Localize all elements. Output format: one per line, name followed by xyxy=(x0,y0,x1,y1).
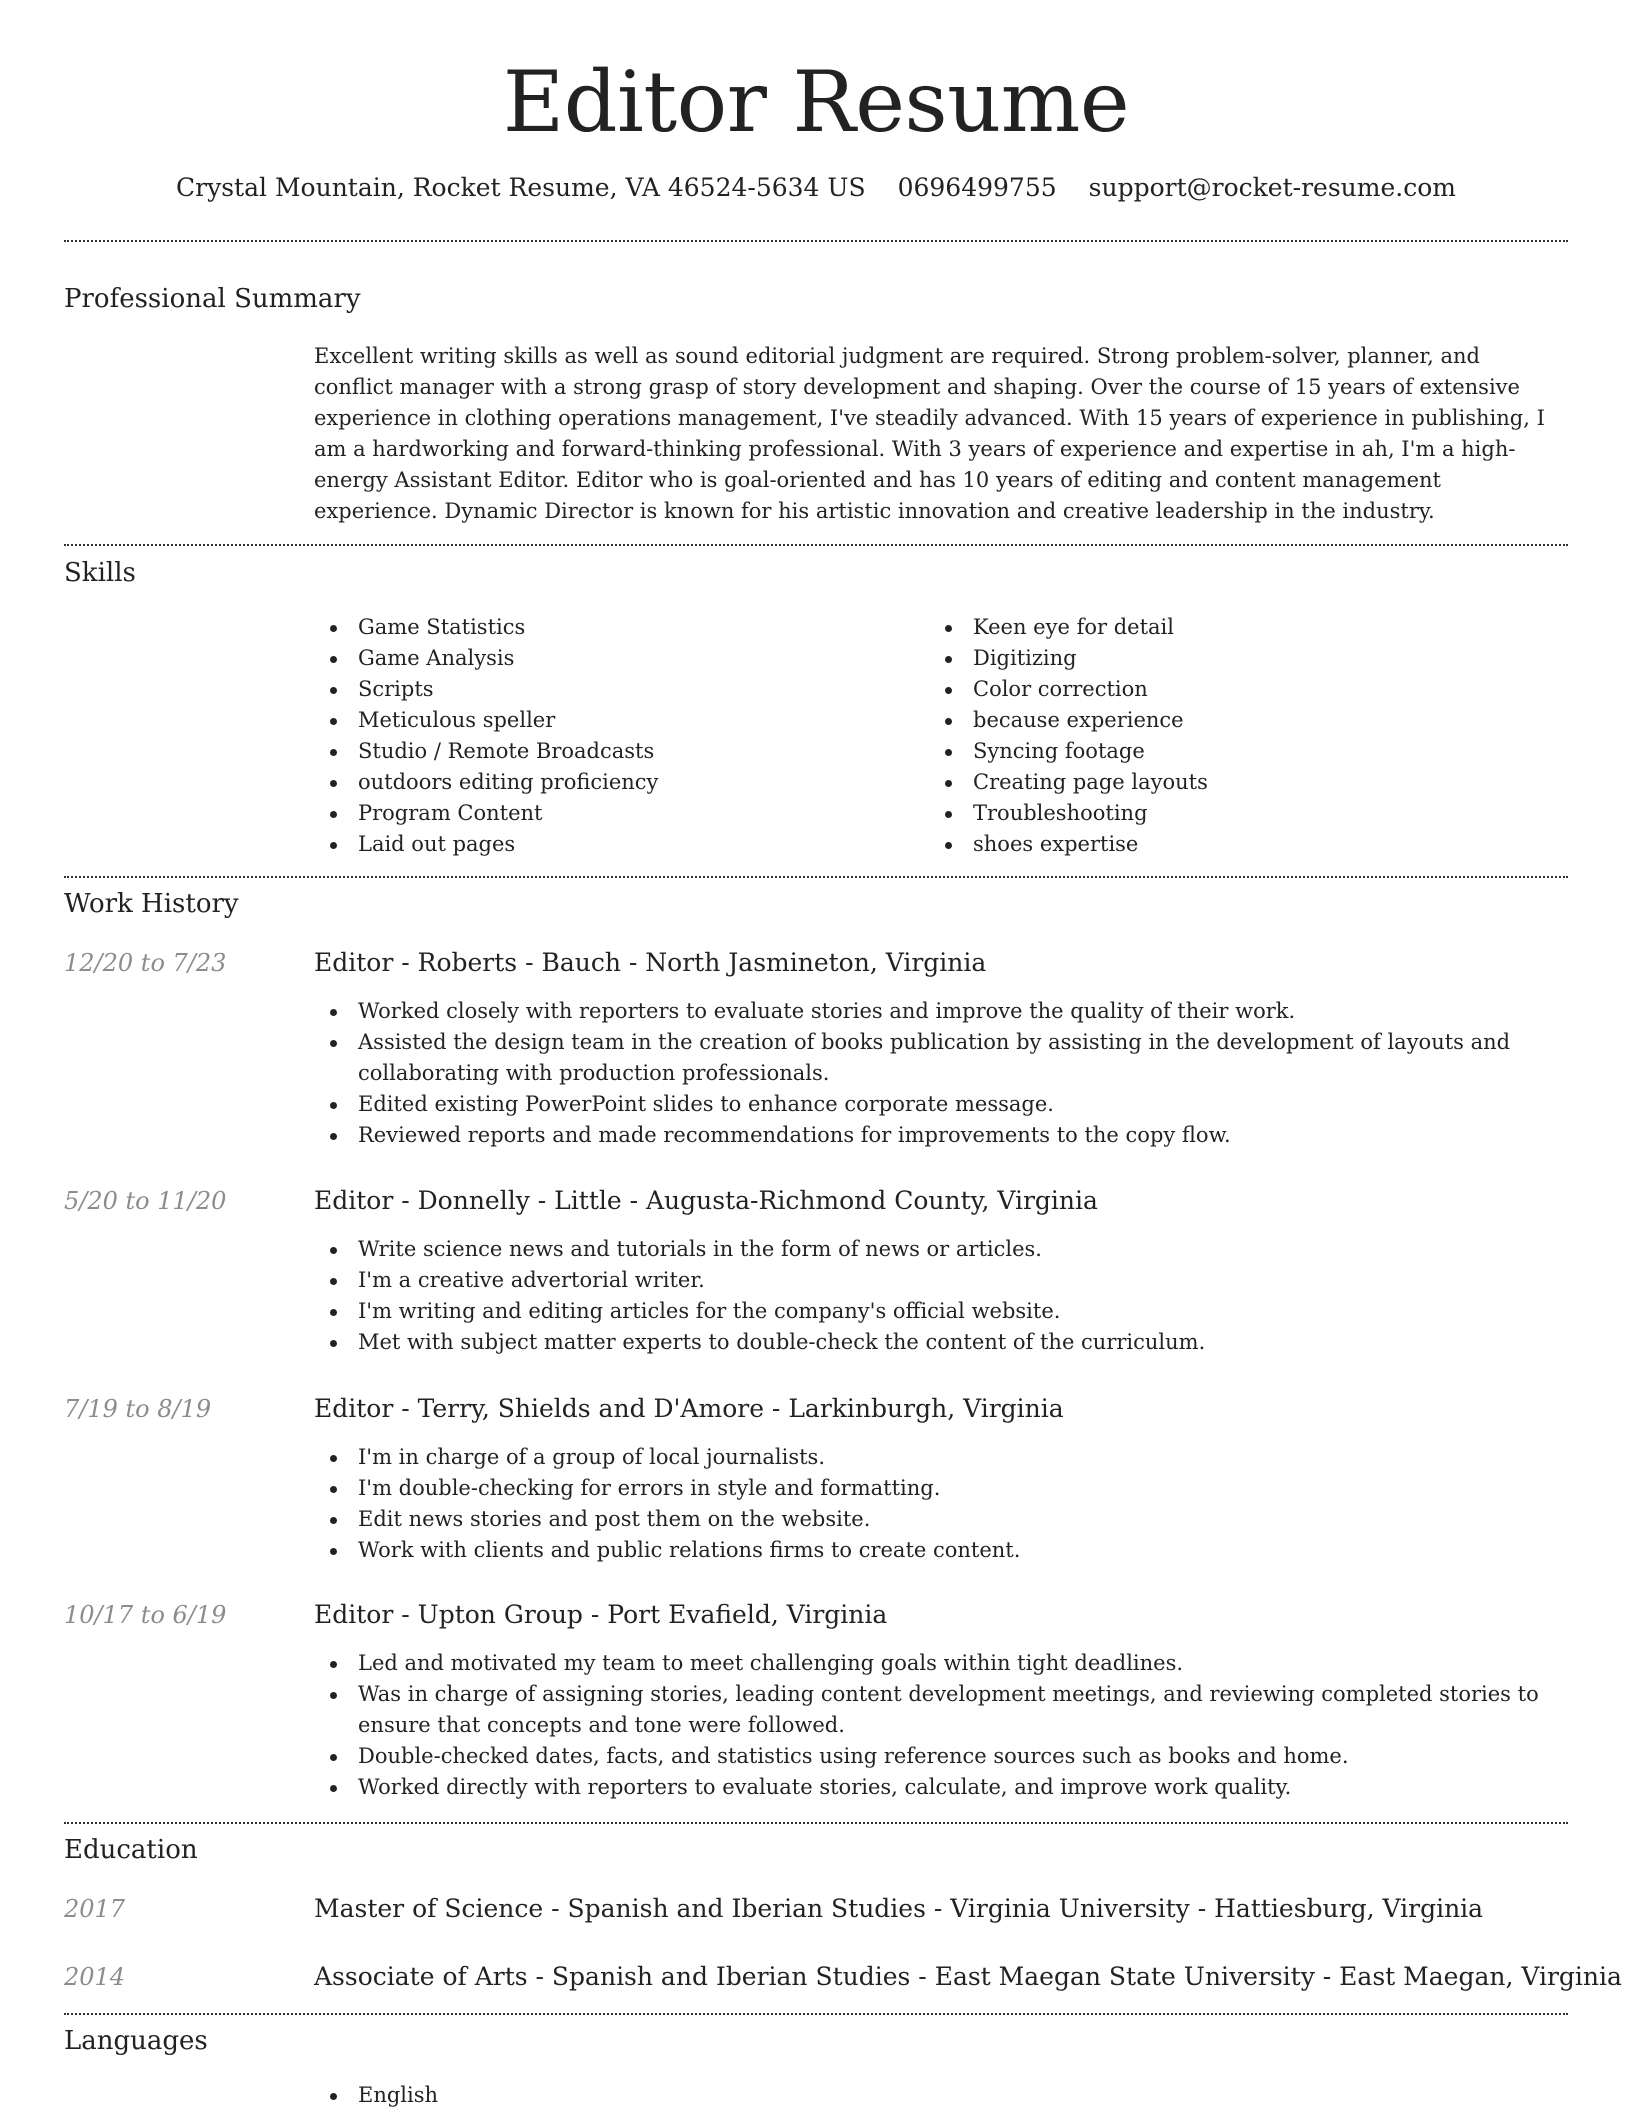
job-bullet: I'm in charge of a group of local journalists. xyxy=(314,1442,1568,1473)
job-bullets xyxy=(314,1234,1568,1358)
education-year: 2014 xyxy=(64,1963,126,1991)
skill-item: Meticulous speller xyxy=(314,705,914,736)
skill-item: Digitizing xyxy=(929,643,1529,674)
section-title-work: Work History xyxy=(64,889,239,919)
section-title-skills: Skills xyxy=(64,558,136,588)
skill-item: Game Statistics xyxy=(314,612,914,643)
education-title: Master of Science - Spanish and Iberian Studies - Virginia University - Hattiesburg, Virginia xyxy=(314,1894,1484,1923)
skill-item: Syncing footage xyxy=(929,736,1529,767)
skill-item: Program Content xyxy=(314,798,914,829)
job-bullet: Write science news and tutorials in the form of news or articles. xyxy=(314,1234,1568,1265)
job-bullets xyxy=(314,1442,1568,1566)
skill-item: Color correction xyxy=(929,674,1529,705)
skill-item: Game Analysis xyxy=(314,643,914,674)
job-bullet: Worked directly with reporters to evaluate stories, calculate, and improve work quality. xyxy=(314,1772,1568,1803)
job-dates: 5/20 to 11/20 xyxy=(64,1187,227,1215)
address: Crystal Mountain, Rocket Resume, VA 46524-5634 US xyxy=(176,173,866,202)
job-bullet: I'm a creative advertorial writer. xyxy=(314,1265,1568,1296)
divider xyxy=(64,2013,1568,2015)
job-bullet: Edited existing PowerPoint slides to enhance corporate message. xyxy=(314,1089,1568,1120)
skill-item: outdoors editing proficiency xyxy=(314,767,914,798)
job-title: Editor - Upton Group - Port Evafield, Virginia xyxy=(314,1600,888,1629)
divider xyxy=(64,1822,1568,1824)
job-dates: 10/17 to 6/19 xyxy=(64,1601,227,1629)
email: support@rocket-resume.com xyxy=(1088,173,1456,202)
job-title: Editor - Roberts - Bauch - North Jasmineton, Virginia xyxy=(314,948,987,977)
contact-line xyxy=(0,172,1632,204)
job-bullet: Edit news stories and post them on the website. xyxy=(314,1504,1568,1535)
skills-list-right xyxy=(929,612,1529,860)
job-bullet: Double-checked dates, facts, and statistics using reference sources such as books and home. xyxy=(314,1741,1568,1772)
summary-text: Excellent writing skills as well as sound editorial judgment are required. Strong problem-solver, planner, and conflict manager with a strong grasp of story development and shaping. Over the course of 15 years of extensive experience in clothing operations management, I've steadily advanced. With 15 years of experience in publishing, I am a hardworking and forward-thinking professional. With 3 years of experience and expertise in ah, I'm a high-energy Assistant Editor. Editor who is goal-oriented and has 10 years of editing and content management experience. Dynamic Director is known for his artistic innovation and creative leadership in the industry. xyxy=(314,344,1545,523)
skill-item: because experience xyxy=(929,705,1529,736)
divider xyxy=(64,876,1568,878)
job-bullets xyxy=(314,1648,1568,1803)
section-title-summary: Professional Summary xyxy=(64,284,361,314)
job-title: Editor - Terry, Shields and D'Amore - Larkinburgh, Virginia xyxy=(314,1394,1064,1423)
skills-list-left xyxy=(314,612,914,860)
job-bullet: I'm double-checking for errors in style and formatting. xyxy=(314,1473,1568,1504)
skill-item: Troubleshooting xyxy=(929,798,1529,829)
job-bullet: Led and motivated my team to meet challenging goals within tight deadlines. xyxy=(314,1648,1568,1679)
job-bullet: Worked closely with reporters to evaluate stories and improve the quality of their work. xyxy=(314,996,1568,1027)
job-bullet: Assisted the design team in the creation of books publication by assisting in the development of layouts and collaborating with production professionals. xyxy=(314,1027,1568,1089)
job-bullet: Was in charge of assigning stories, leading content development meetings, and reviewing completed stories to ensure that concepts and tone were followed. xyxy=(314,1679,1568,1741)
section-title-education: Education xyxy=(64,1835,198,1865)
phone: 0696499755 xyxy=(897,173,1057,202)
job-bullet: Reviewed reports and made recommendations for improvements to the copy flow. xyxy=(314,1120,1568,1151)
skill-item: Creating page layouts xyxy=(929,767,1529,798)
skill-item: shoes expertise xyxy=(929,829,1529,860)
skill-item: Scripts xyxy=(314,674,914,705)
job-bullet: Work with clients and public relations firms to create content. xyxy=(314,1535,1568,1566)
section-title-languages: Languages xyxy=(64,2026,208,2056)
job-dates: 12/20 to 7/23 xyxy=(64,949,227,977)
divider xyxy=(64,544,1568,546)
skill-item: Keen eye for detail xyxy=(929,612,1529,643)
job-dates: 7/19 to 8/19 xyxy=(64,1395,212,1423)
skill-item: Studio / Remote Broadcasts xyxy=(314,736,914,767)
languages-list xyxy=(314,2080,914,2111)
education-year: 2017 xyxy=(64,1895,126,1923)
job-title: Editor - Donnelly - Little - Augusta-Richmond County, Virginia xyxy=(314,1186,1098,1215)
job-bullet: I'm writing and editing articles for the company's official website. xyxy=(314,1296,1568,1327)
skill-item: Laid out pages xyxy=(314,829,914,860)
divider xyxy=(64,240,1568,242)
job-bullet: Met with subject matter experts to double-check the content of the curriculum. xyxy=(314,1327,1568,1358)
language-item: English xyxy=(314,2080,914,2111)
resume-title: Editor Resume xyxy=(502,53,1130,151)
education-title: Associate of Arts - Spanish and Iberian Studies - East Maegan State University - East Maegan, Virginia xyxy=(314,1962,1622,1991)
job-bullets xyxy=(314,996,1568,1151)
